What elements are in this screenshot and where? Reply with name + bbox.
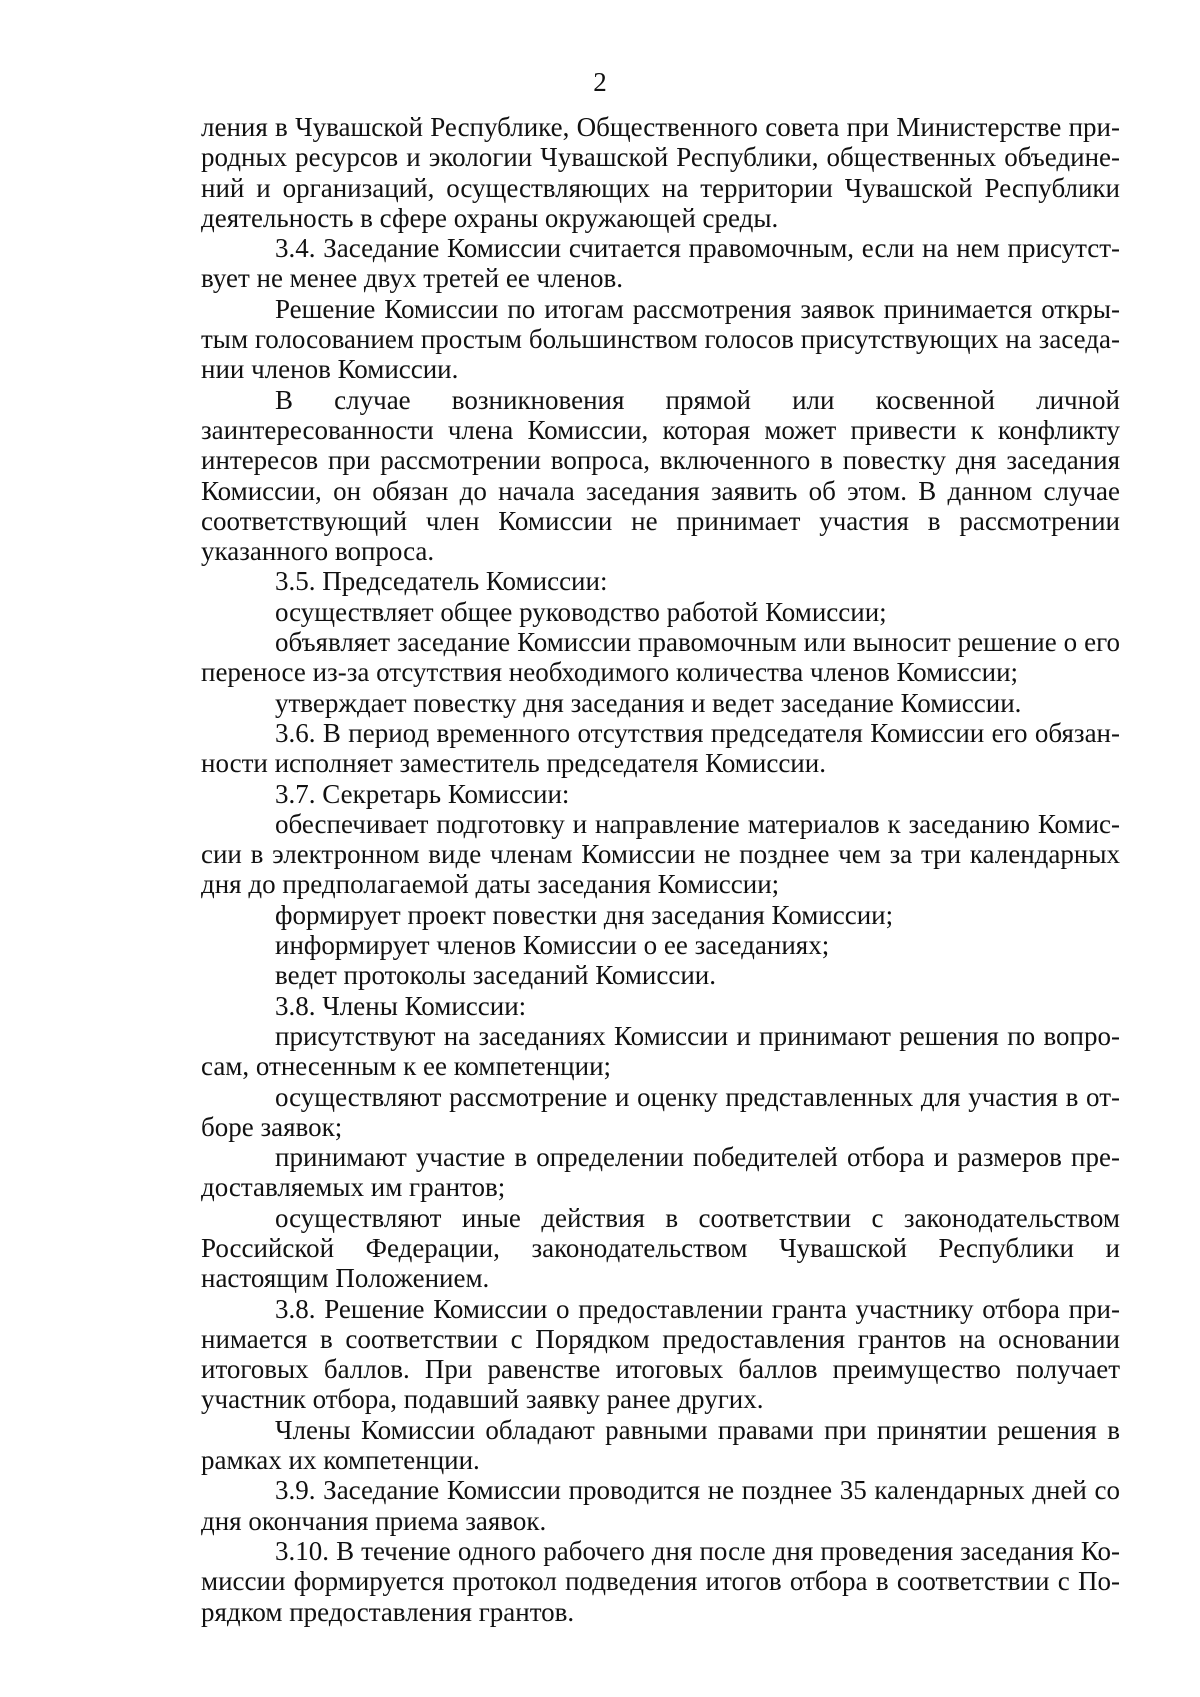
paragraph: утверждает повестку дня заседания и ведет заседание Комиссии. [275, 687, 1022, 718]
paragraph: осуществляют иные действия в соответствии с законодательством Российской Федерации, законодательством Чувашской Республики и настоящим Положением. [201, 1202, 1120, 1294]
paragraph: объявляет заседание Комиссии правомочным или выносит решение о его переносе из-за отсутствия необходимого количества членов Комиссии; [201, 627, 1120, 688]
paragraph: 3.8. Члены Комиссии: [275, 990, 527, 1021]
paragraph: присутствуют на заседаниях Комиссии и принимают решения по вопросам, отнесенным к ее компетенции; [201, 1020, 1120, 1082]
paragraph: 3.7. Секретарь Комиссии: [275, 778, 570, 809]
paragraph: осуществляют рассмотрение и оценку представленных для участия в отборе заявок; [201, 1081, 1120, 1142]
paragraph: Члены Комиссии обладают равными правами при принятии решения в рамках их компетенции. [201, 1414, 1120, 1476]
paragraph: информирует членов Комиссии о ее заседаниях; [275, 930, 830, 961]
paragraph: 3.5. Председатель Комиссии: [275, 566, 608, 597]
document-body [201, 112, 1120, 1627]
paragraph: 3.9. Заседание Комиссии проводится не позднее 35 календарных дней со дня окончания приема заявок. [201, 1475, 1120, 1536]
paragraph: 3.8. Решение Комиссии о предоставлении гранта участнику отбора принимается в соответствии с Порядком предоставления грантов на основании итоговых баллов. При равенстве итоговых баллов преимущество получает участник отбора, подавший заявку ранее других. [201, 1293, 1120, 1415]
paragraph: 3.4. Заседание Комиссии считается правомочным, если на нем присутствует не менее двух третей ее членов. [201, 233, 1120, 294]
paragraph: обеспечивает подготовку и направление материалов к заседанию Комиссии в электронном виде членам Комиссии не позднее чем за три календарных дня до предполагаемой даты заседания Комиссии; [201, 808, 1120, 900]
paragraph: В случае возникновения прямой или косвенной личной заинтересованности члена Комиссии, которая может привести к конфликту интересов при рассмотрении вопроса, включенного в повестку дня заседания Комиссии, он обязан до начала заседания заявить об этом. В данном случае соответствующий член Комиссии не принимает участия в рассмотрении указанного вопроса. [201, 384, 1120, 567]
page-number: 2 [593, 67, 607, 97]
paragraph: ведет протоколы заседаний Комиссии. [275, 960, 716, 991]
paragraph: Решение Комиссии по итогам рассмотрения заявок принимается открытым голосованием простым большинством голосов присутствующих на заседании членов Комиссии. [201, 293, 1120, 385]
paragraph: формирует проект повестки дня заседания Комиссии; [275, 899, 894, 930]
paragraph: осуществляет общее руководство работой Комиссии; [275, 596, 887, 627]
paragraph: принимают участие в определении победителей отбора и размеров предоставляемых им грантов; [201, 1142, 1120, 1203]
paragraph: ления в Чувашской Республике, Общественного совета при Министерстве природных ресурсов и экологии Чувашской Республики, общественных объединений и организаций, осуществляющих на территории Чувашской Республики деятельность в сфере охраны окружающей среды. [201, 112, 1120, 233]
paragraph: 3.10. В течение одного рабочего дня после дня проведения заседания Комиссии формируется протокол подведения итогов отбора в соответствии с Порядком предоставления грантов. [201, 1535, 1120, 1627]
paragraph: 3.6. В период временного отсутствия председателя Комиссии его обязанности исполняет заместитель председателя Комиссии. [201, 717, 1120, 779]
